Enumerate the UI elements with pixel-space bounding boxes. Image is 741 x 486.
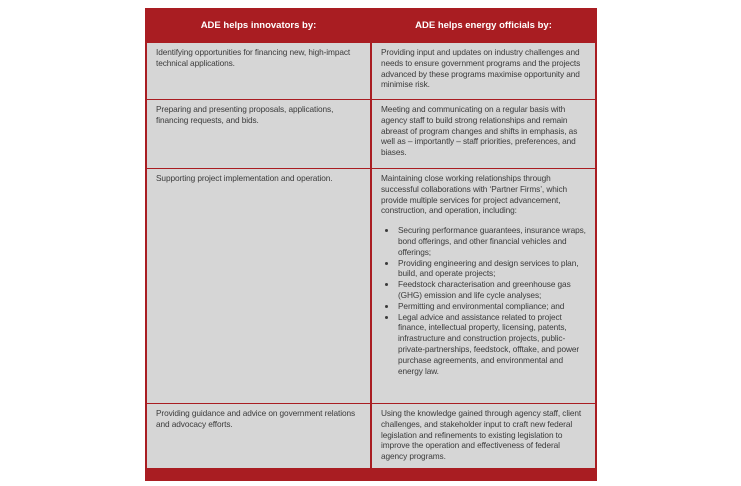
header-energy-officials-label: ADE helps energy officials by: — [415, 19, 552, 31]
row-advocacy-left — [147, 404, 370, 468]
row-financing-left-text: Identifying opportunities for financing new, high-impact technical applications. — [156, 47, 351, 68]
row-implementation-right-text: Maintaining close working relationships through successful collaborations with ‘Partner Firms’, which provide multiple services for project advancement, construction, and operation, including: — [381, 173, 568, 216]
partner-firms-services-list — [381, 225, 586, 376]
row-advocacy-left-text: Providing guidance and advice on government relations and advocacy efforts. — [156, 408, 356, 429]
row-implementation-left — [147, 169, 370, 403]
header-innovators — [147, 8, 370, 42]
list-item: • Providing engineering and design services to plan, build, and operate projects; — [397, 258, 586, 280]
row-implementation-left-text: Supporting project implementation and operation. — [156, 173, 333, 183]
row-implementation-right — [372, 169, 595, 403]
header-energy-officials — [372, 8, 595, 42]
table-footer-bar — [147, 469, 595, 481]
row-financing-right-text: Providing input and updates on industry challenges and needs to ensure government programs and the projects advanced by these programs maximise opportunity and minimise risk. — [381, 47, 581, 90]
ade-comparison-table — [145, 8, 597, 481]
row-proposals-right-text: Meeting and communicating on a regular basis with agency staff to build strong relationships and remain abreast of program changes and shifts in emphasis, as well as – importantly – staff priorities, preferences, and biases. — [381, 104, 578, 158]
list-item: • Securing performance guarantees, insurance wraps, bond offerings, and other financial vehicles and offerings; — [397, 225, 586, 257]
row-proposals-left — [147, 100, 370, 168]
header-innovators-label: ADE helps innovators by: — [200, 19, 317, 31]
row-financing-right — [372, 43, 595, 99]
row-proposals-left-text: Preparing and presenting proposals, applications, financing requests, and bids. — [156, 104, 334, 125]
row-advocacy-right — [372, 404, 595, 468]
list-item: • Feedstock characterisation and greenhouse gas (GHG) emission and life cycle analyses; — [397, 279, 586, 301]
list-item: • Permitting and environmental compliance; and — [397, 301, 586, 312]
row-proposals-right — [372, 100, 595, 168]
row-advocacy-right-text: Using the knowledge gained through agency staff, client challenges, and stakeholder input to craft new federal legislation and refinements to existing legislation to improve the operation and effectiveness of federal agency programs. — [381, 408, 582, 462]
row-financing-left — [147, 43, 370, 99]
list-item: • Legal advice and assistance related to project finance, intellectual property, licensing, patents, infrastructure and construction projects, public-private-partnerships, feedstock, offtake, and power purchase agreements, and environmental and energy law. — [397, 312, 586, 377]
